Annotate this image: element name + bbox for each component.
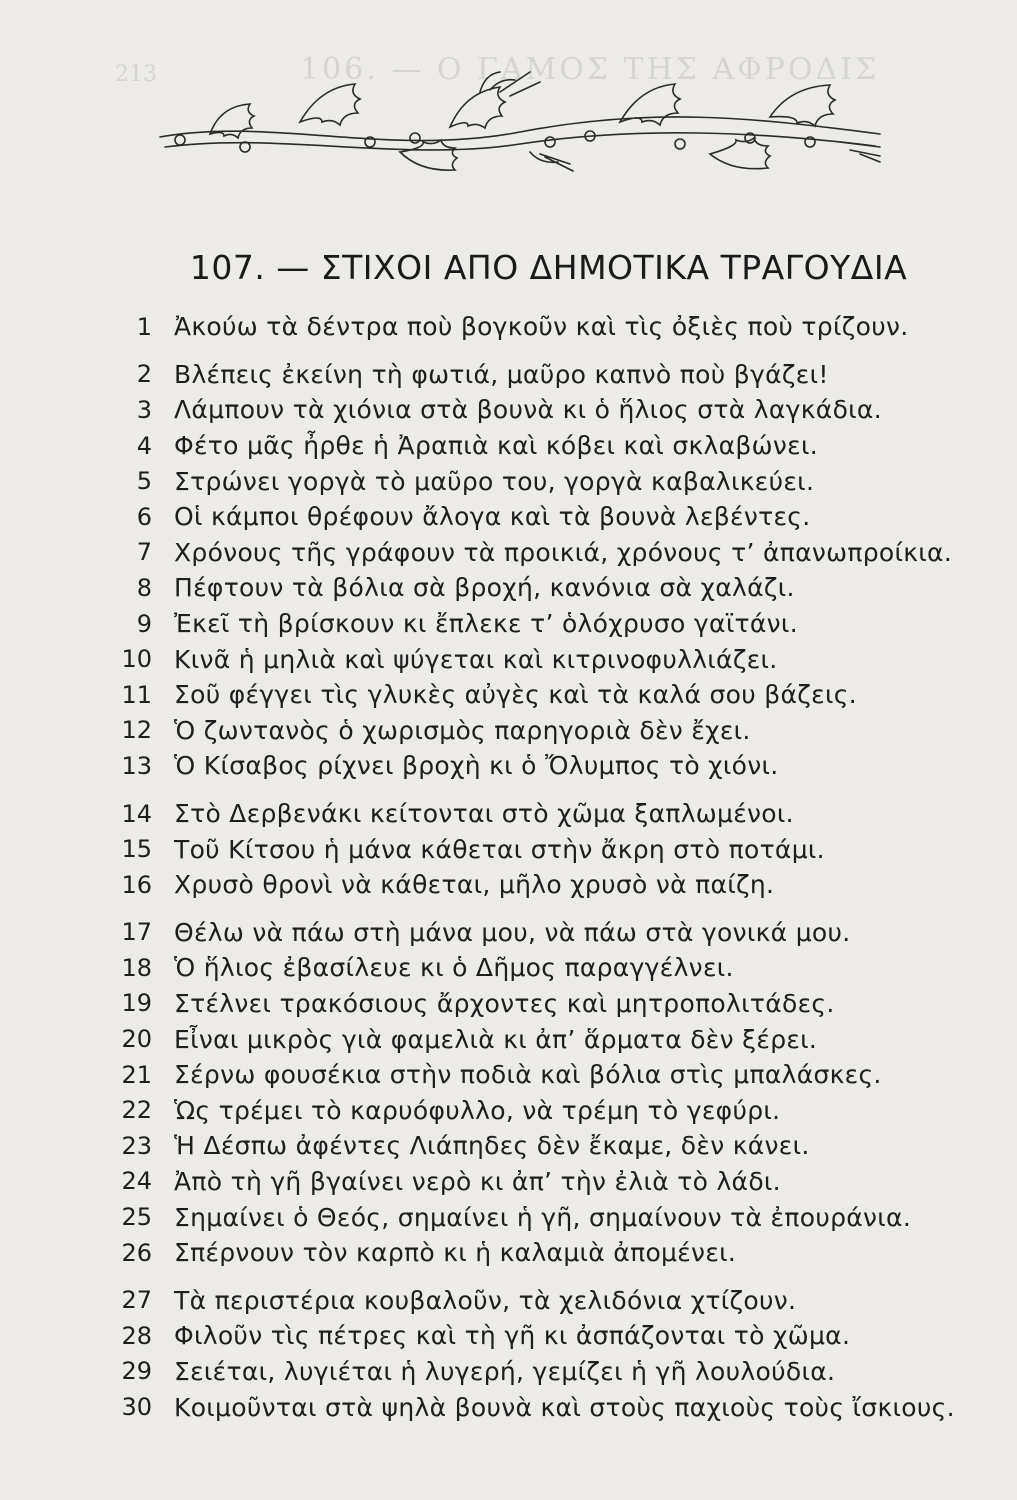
verse-text: Στρώνει γοργὰ τὸ μαῦρο του, γοργὰ καβαλικεύει. <box>174 466 815 496</box>
verse-group <box>110 309 990 345</box>
verse-text: Οἱ κάμποι θρέφουν ἄλογα καὶ τὰ βουνὰ λεβέντες. <box>174 502 811 532</box>
verse-text: Πέφτουν τὰ βόλια σὰ βροχή, κανόνια σὰ χαλάζι. <box>174 573 795 603</box>
verse-line <box>110 570 990 606</box>
verse-line <box>110 428 990 464</box>
verse-text: Λάμπουν τὰ χιόνια στὰ βουνὰ κι ὁ ἥλιος στὰ λαγκάδια. <box>174 395 882 425</box>
verse-text: Σημαίνει ὁ Θεός, σημαίνει ἡ γῆ, σημαίνουν τὰ ἐπουράνια. <box>174 1202 912 1232</box>
verse-number: 17 <box>121 918 152 947</box>
verse-text: Φέτο μᾶς ἦρθε ἡ Ἀραπιὰ καὶ κόβει καὶ σκλαβώνει. <box>174 431 819 461</box>
verse-text: Σπέρνουν τὸν καρπὸ κι ἡ καλαμιὰ ἀπομένει. <box>174 1238 737 1268</box>
verse-line <box>110 392 990 428</box>
verse-line <box>110 463 990 499</box>
verse-text: Φιλοῦν τὶς πέτρες καὶ τὴ γῆ κι ἀσπάζονται τὸ χῶμα. <box>174 1321 851 1351</box>
verse-number: 16 <box>121 870 152 899</box>
verse-number: 19 <box>121 989 152 1018</box>
verse-number: 2 <box>136 360 152 389</box>
verse-group <box>110 1282 990 1424</box>
verse-text: Σέρνω φουσέκια στὴν ποδιὰ καὶ βόλια στὶς μπαλάσκες. <box>174 1060 882 1090</box>
verse-group <box>110 357 990 784</box>
verse-text: Ὡς τρέμει τὸ καρυόφυλλο, νὰ τρέμη τὸ γεφύρι. <box>174 1095 781 1125</box>
verse-line <box>110 641 990 677</box>
verse-text: Στέλνει τρακόσιους ἄρχοντες καὶ μητροπολιτάδες. <box>174 988 835 1018</box>
verse-line <box>110 1389 990 1425</box>
verse-number: 28 <box>121 1321 152 1350</box>
verse-number: 21 <box>121 1060 152 1089</box>
verse-line <box>110 713 990 749</box>
verse-line <box>110 357 990 393</box>
verse-line <box>110 796 990 832</box>
verse-text: Εἶναι μικρὸς γιὰ φαμελιὰ κι ἀπ’ ἅρματα δὲν ξέρει. <box>174 1024 818 1054</box>
verse-line <box>110 1199 990 1235</box>
verse-line <box>110 1354 990 1390</box>
verse-number: 30 <box>121 1393 152 1422</box>
verse-text: Ὁ ζωντανὸς ὁ χωρισμὸς παρηγοριὰ δὲν ἔχει. <box>174 715 751 745</box>
verse-number: 7 <box>136 538 152 567</box>
verse-line <box>110 867 990 903</box>
verse-text: Χρόνους τῆς γράφουν τὰ προικιά, χρόνους τ’ ἀπανωπροίκια. <box>174 537 953 567</box>
holly-branch-icon <box>150 62 890 172</box>
verse-text: Τοῦ Κίτσου ἡ μάνα κάθεται στὴν ἄκρη στὸ ποτάμι. <box>174 834 825 864</box>
verse-line <box>110 1021 990 1057</box>
verse-number: 26 <box>121 1238 152 1267</box>
verse-number: 3 <box>136 395 152 424</box>
verse-text: Κοιμοῦνται στὰ ψηλὰ βουνὰ καὶ στοὺς παχιοὺς τοὺς ἴσκιους. <box>174 1392 955 1422</box>
verse-line <box>110 748 990 784</box>
verse-group <box>110 796 990 903</box>
verse-text: Ἡ Δέσπω ἀφέντες Λιάπηδες δὲν ἔκαμε, δὲν κάνει. <box>174 1131 810 1161</box>
verse-number: 27 <box>121 1286 152 1315</box>
verse-text: Σοῦ φέγγει τὶς γλυκὲς αὐγὲς καὶ τὰ καλά σου βάζεις. <box>174 680 857 710</box>
verse-line <box>110 499 990 535</box>
verse-number: 25 <box>121 1203 152 1232</box>
verse-line <box>110 535 990 571</box>
verse-line <box>110 677 990 713</box>
verse-text: Κινᾶ ἡ μηλιὰ καὶ ψύγεται καὶ κιτρινοφυλλιάζει. <box>174 644 778 674</box>
verse-line <box>110 1057 990 1093</box>
verse-number: 1 <box>136 312 152 341</box>
verse-number: 11 <box>121 680 152 709</box>
verse-number: 8 <box>136 573 152 602</box>
verse-text: Ἀκούω τὰ δέντρα ποὺ βογκοῦν καὶ τὶς ὀξιὲς ποὺ τρίζουν. <box>174 312 909 342</box>
verse-line <box>110 1164 990 1200</box>
verse-number: 13 <box>121 751 152 780</box>
verse-number: 18 <box>121 953 152 982</box>
verse-line <box>110 309 990 345</box>
verse-list <box>110 309 990 1437</box>
verse-line <box>110 950 990 986</box>
verse-text: Χρυσὸ θρονὶ νὰ κάθεται, μῆλο χρυσὸ νὰ παίζη. <box>174 870 775 900</box>
verse-number: 22 <box>121 1096 152 1125</box>
bleed-through-text: 213 <box>115 62 157 87</box>
verse-line <box>110 1318 990 1354</box>
verse-line <box>110 915 990 951</box>
verse-number: 9 <box>136 609 152 638</box>
verse-line <box>110 1092 990 1128</box>
verse-number: 6 <box>136 502 152 531</box>
verse-text: Ἀπὸ τὴ γῆ βγαίνει νερὸ κι ἀπ’ τὴν ἐλιὰ τὸ λάδι. <box>174 1166 781 1196</box>
page-title: 107. — ΣΤΙΧΟΙ ΑΠΟ ΔΗΜΟΤΙΚΑ ΤΡΑΓΟΥΔΙΑ <box>189 248 908 287</box>
verse-line <box>110 986 990 1022</box>
verse-number: 4 <box>136 431 152 460</box>
verse-number: 20 <box>121 1025 152 1054</box>
verse-number: 24 <box>121 1167 152 1196</box>
verse-line <box>110 1128 990 1164</box>
verse-line <box>110 831 990 867</box>
verse-text: Σειέται, λυγιέται ἡ λυγερή, γεμίζει ἡ γῆ λουλούδια. <box>174 1356 836 1386</box>
verse-text: Ἐκεῖ τὴ βρίσκουν κι ἔπλεκε τ’ ὁλόχρυσο γαϊτάνι. <box>174 609 798 639</box>
verse-number: 12 <box>121 716 152 745</box>
verse-number: 23 <box>121 1131 152 1160</box>
verse-line <box>110 1235 990 1271</box>
verse-number: 10 <box>121 645 152 674</box>
verse-text: Τὰ περιστέρια κουβαλοῦν, τὰ χελιδόνια χτίζουν. <box>174 1285 797 1315</box>
verse-text: Ὁ ἥλιος ἐβασίλευε κι ὁ Δῆμος παραγγέλνει. <box>174 953 734 983</box>
verse-text: Στὸ Δερβενάκι κείτονται στὸ χῶμα ξαπλωμένοι. <box>174 799 794 829</box>
verse-group <box>110 915 990 1271</box>
verse-line <box>110 606 990 642</box>
verse-number: 14 <box>121 799 152 828</box>
verse-number: 15 <box>121 835 152 864</box>
verse-line <box>110 1282 990 1318</box>
verse-number: 29 <box>121 1357 152 1386</box>
bleed-through-text: 106. — Ο ΓΑΜΟΣ ΤΗΣ ΑΦΡΟΔΙΣ <box>300 52 880 87</box>
verse-text: Θέλω νὰ πάω στὴ μάνα μου, νὰ πάω στὰ γονικά μου. <box>174 917 851 947</box>
verse-text: Ὁ Κίσαβος ρίχνει βροχὴ κι ὁ Ὄλυμπος τὸ χιόνι. <box>174 751 779 781</box>
verse-text: Βλέπεις ἐκείνη τὴ φωτιά, μαῦρο καπνὸ ποὺ βγάζει! <box>174 359 829 389</box>
verse-number: 5 <box>136 467 152 496</box>
